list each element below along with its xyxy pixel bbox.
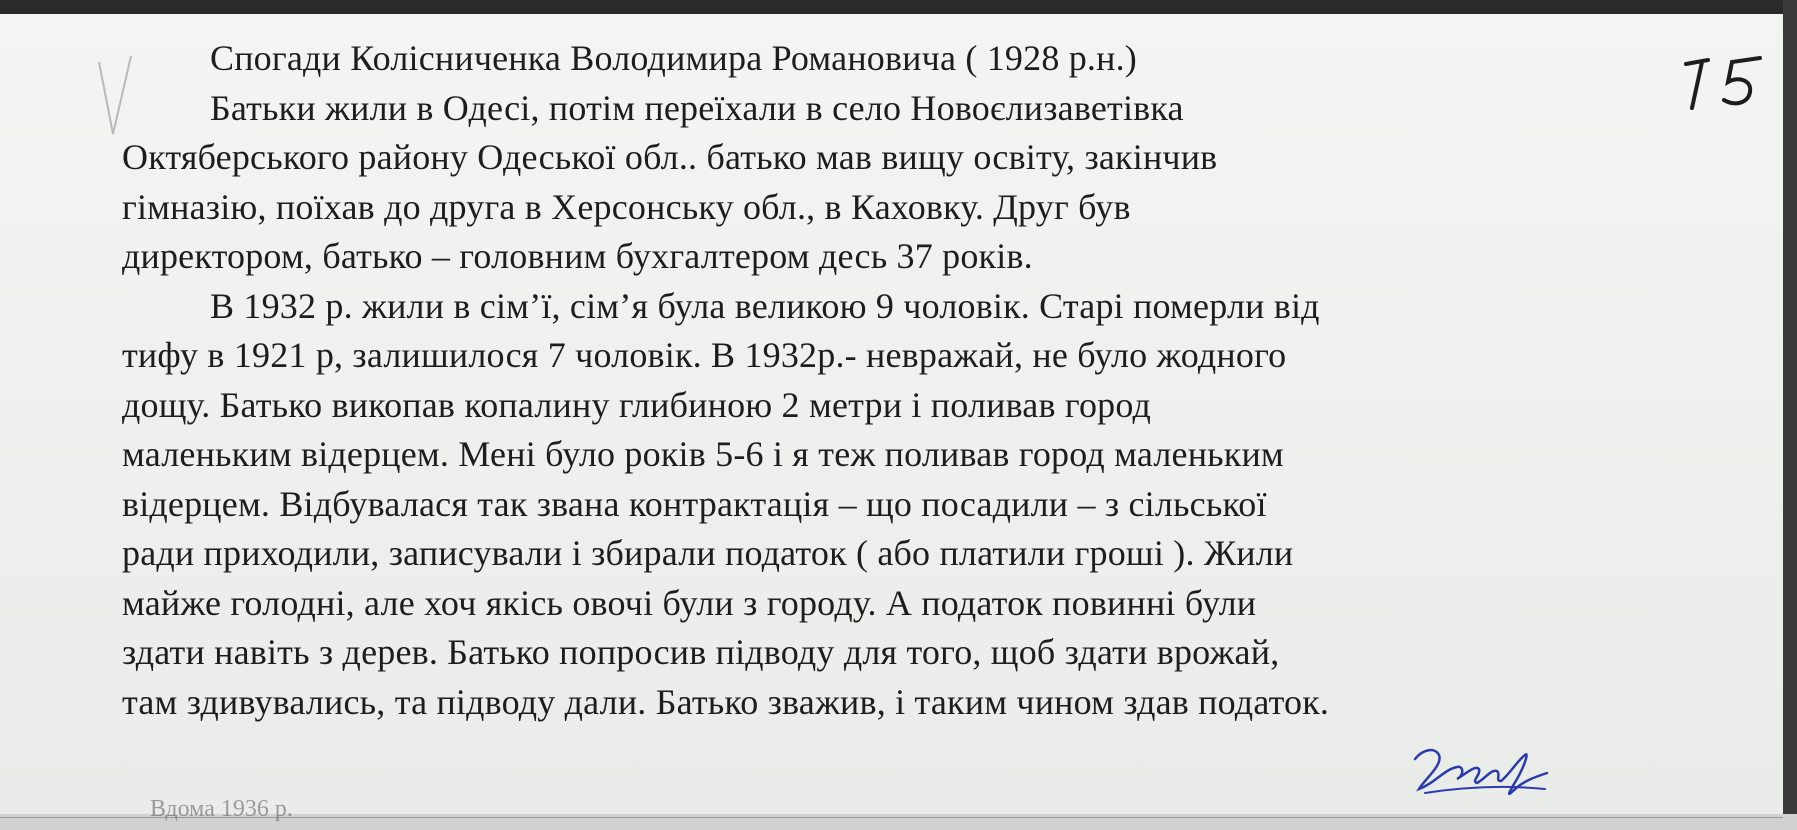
document-page	[0, 14, 1783, 814]
paragraph-line: тифу в 1921 р, залишилося 7 чоловік. В 1932р.- невражай, не було жодного	[122, 335, 1287, 375]
paragraph-line: директором, батько – головним бухгалтером десь 37 років.	[122, 236, 1033, 276]
scan-right-edge	[1783, 0, 1797, 830]
paragraph-line: дощу. Батько викопав копалину глибиною 2 метри і поливав город	[122, 384, 1152, 425]
paragraph-line: майже голодні, але хоч якісь овочі були з городу. А податок повинні були	[122, 582, 1257, 623]
document-text	[122, 34, 1682, 727]
document-title: Спогади Колісниченка Володимира Романовича ( 1928 р.н.)	[210, 38, 1137, 78]
paragraph-line: відерцем. Відбувалася так звана контрактація – що посадили – з сільської	[122, 483, 1267, 524]
paragraph-line: здати навіть з дерев. Батько попросив підводу для того, щоб здати врожай,	[122, 632, 1280, 672]
paragraph-line: В 1932 р. жили в сім’ї, сім’я була великою 9 чоловік. Старі померли від	[210, 285, 1320, 326]
handwritten-signature	[1405, 729, 1555, 804]
scan-top-edge	[0, 0, 1797, 14]
paragraph-line: там здивувались, та підводу дали. Батько зважив, і таким чином здав податок.	[122, 681, 1330, 722]
underlying-page-text: Вдома 1936 р.	[150, 796, 293, 822]
paragraph-line: маленьким відерцем. Мені було років 5-6 і я теж поливав город маленьким	[122, 434, 1284, 474]
paragraph-line: Батьки жили в Одесі, потім переїхали в село Новоєлизаветівка	[210, 87, 1184, 128]
paragraph-line: Октяберського району Одеської обл.. батько мав вищу освіту, закінчив	[122, 137, 1218, 177]
paragraph-line: гімназію, поїхав до друга в Херсонську обл., в Каховку. Друг був	[122, 186, 1131, 227]
paragraph-line: ради приходили, записували і збирали податок ( або платили гроші ). Жили	[122, 533, 1294, 573]
handwritten-page-number	[1680, 54, 1770, 114]
